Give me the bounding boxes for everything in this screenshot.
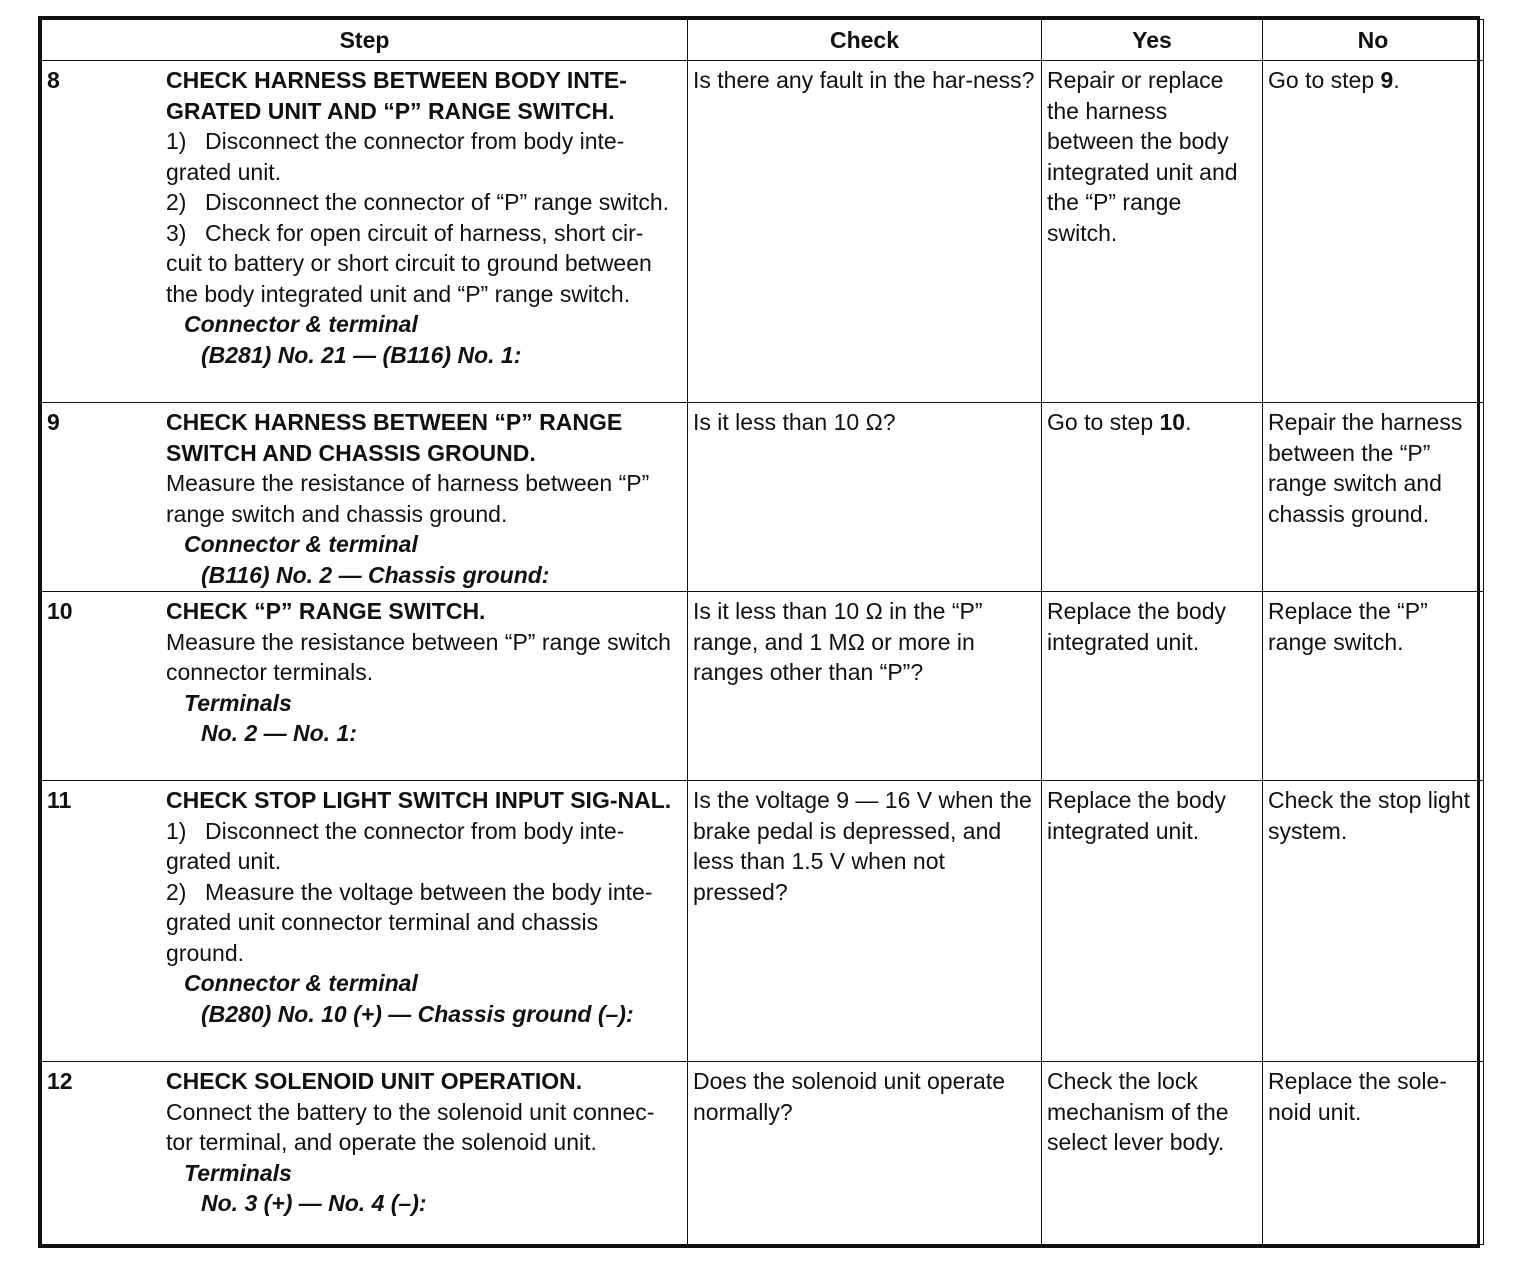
check-cell: Is the voltage 9 — 16 V when the brake pedal is depressed, and less than 1.5 V when not pressed? — [688, 781, 1042, 1062]
step-cell — [42, 781, 688, 1062]
header-yes: Yes — [1042, 20, 1263, 61]
yes-cell: Check the lock mechanism of the select lever body. — [1042, 1062, 1263, 1245]
instruction — [166, 877, 679, 969]
instruction-text: Check for open circuit of harness, short cir-cuit to battery or short circuit to ground between the body integrated unit and “P” range switch. — [166, 219, 652, 307]
header-no: No — [1263, 20, 1484, 61]
no-step-ref: 9 — [1380, 67, 1394, 93]
step-body — [166, 65, 679, 370]
connector-label: Terminals — [184, 1159, 292, 1186]
no-cell: Replace the “P” range switch. — [1263, 592, 1484, 781]
instruction-text: Disconnect the connector from body inte-grated unit. — [166, 817, 625, 874]
instruction-number: 3) — [166, 219, 187, 246]
instruction-number: 1) — [166, 817, 187, 844]
no-cell: Check the stop light system. — [1263, 781, 1484, 1062]
table-row — [42, 1062, 1484, 1245]
instruction-number: 2) — [166, 878, 187, 905]
check-cell: Is there any fault in the har-ness? — [688, 61, 1042, 403]
step-number: 11 — [47, 787, 72, 813]
check-cell: Does the solenoid unit operate normally? — [688, 1062, 1042, 1245]
connector-value: No. 2 — No. 1: — [201, 720, 357, 746]
no-cell: Replace the sole-noid unit. — [1263, 1062, 1484, 1245]
yes-cell — [1042, 403, 1263, 592]
instruction-text: Disconnect the connector of “P” range switch. — [205, 189, 670, 215]
step-number: 10 — [47, 598, 73, 624]
connector-label: Terminals — [184, 689, 292, 716]
yes-step-ref: 10 — [1159, 409, 1186, 435]
step-number: 9 — [47, 409, 60, 435]
step-description: Measure the resistance of harness between “P” range switch and chassis ground. — [166, 470, 650, 527]
step-number: 8 — [47, 67, 60, 93]
step-cell — [42, 61, 688, 403]
header-check: Check — [688, 20, 1042, 61]
table-row — [42, 403, 1484, 592]
step-body — [166, 407, 679, 590]
step-title: CHECK SOLENOID UNIT OPERATION. — [166, 1068, 583, 1094]
instruction-number: 2) — [166, 189, 187, 215]
table-row — [42, 61, 1484, 403]
diagnostic-table-frame — [38, 16, 1480, 1248]
step-title: CHECK HARNESS BETWEEN BODY INTE-GRATED UNIT AND “P” RANGE SWITCH. — [166, 67, 627, 124]
connector-value: (B116) No. 2 — Chassis ground: — [201, 561, 550, 588]
step-description: Measure the resistance between “P” range switch connector terminals. — [166, 628, 671, 685]
step-description: Connect the battery to the solenoid unit connec-tor terminal, and operate the solenoid unit. — [166, 1098, 655, 1155]
check-cell: Is it less than 10 Ω? — [688, 403, 1042, 592]
step-title: CHECK HARNESS BETWEEN “P” RANGE SWITCH AND CHASSIS GROUND. — [166, 409, 623, 466]
table-row — [42, 781, 1484, 1062]
step-cell — [42, 592, 688, 781]
yes-cell: Replace the body integrated unit. — [1042, 781, 1263, 1062]
step-body — [166, 785, 679, 1029]
instruction-text: Measure the voltage between the body inte-grated unit connector terminal and chassis ground. — [166, 878, 653, 966]
yes-cell: Repair or replace the harness between the body integrated unit and the “P” range switch. — [1042, 61, 1263, 403]
yes-prefix: Go to step — [1047, 409, 1160, 435]
step-number: 12 — [47, 1068, 73, 1094]
no-suffix: . — [1393, 67, 1400, 93]
yes-cell: Replace the body integrated unit. — [1042, 592, 1263, 781]
diagnostic-table — [41, 19, 1484, 1245]
instruction — [166, 816, 679, 877]
connector-value: (B281) No. 21 — (B116) No. 1: — [201, 341, 522, 368]
no-cell: Repair the harness between the “P” range switch and chassis ground. — [1263, 403, 1484, 592]
connector-value: (B280) No. 10 (+) — Chassis ground (–): — [201, 1000, 634, 1027]
connector-label: Connector & terminal — [184, 970, 418, 996]
step-title: CHECK “P” RANGE SWITCH. — [166, 598, 486, 624]
step-cell — [42, 1062, 688, 1245]
step-body — [166, 1066, 679, 1219]
table-row — [42, 592, 1484, 781]
yes-suffix: . — [1185, 409, 1192, 435]
table-header-row — [42, 20, 1484, 61]
step-body — [166, 596, 679, 749]
instruction — [166, 126, 679, 187]
instruction — [166, 218, 679, 310]
no-prefix: Go to step — [1268, 67, 1381, 93]
connector-label: Connector & terminal — [184, 531, 418, 557]
check-cell: Is it less than 10 Ω in the “P” range, and 1 MΩ or more in ranges other than “P”? — [688, 592, 1042, 781]
instruction-text: Disconnect the connector from body inte-grated unit. — [166, 128, 625, 185]
no-cell — [1263, 61, 1484, 403]
step-title: CHECK STOP LIGHT SWITCH INPUT SIG-NAL. — [166, 787, 672, 813]
step-cell — [42, 403, 688, 592]
connector-value: No. 3 (+) — No. 4 (–): — [201, 1190, 427, 1216]
instruction-number: 1) — [166, 128, 187, 154]
connector-label: Connector & terminal — [184, 311, 418, 337]
header-step: Step — [42, 20, 688, 61]
instruction — [166, 187, 679, 218]
